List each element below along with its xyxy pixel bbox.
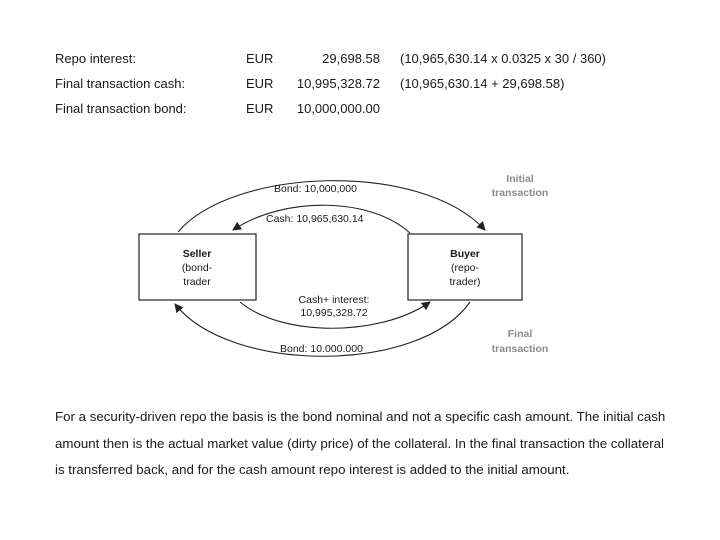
- row-amount: 10,995,328.72: [296, 76, 380, 91]
- row-currency: EUR: [246, 101, 274, 116]
- buyer-subtitle-1: (repo-: [450, 262, 480, 274]
- seller-subtitle-2: trader: [183, 276, 211, 288]
- final-cash-label-2: 10,995,328.72: [300, 307, 368, 319]
- seller-title: Seller: [182, 248, 212, 260]
- final-transaction-label-2: transaction: [491, 343, 549, 355]
- initial-transaction-label-1: Initial: [506, 173, 534, 185]
- row-currency: EUR: [246, 51, 274, 66]
- seller-box: [139, 234, 256, 300]
- row-label: Repo interest:: [55, 51, 136, 66]
- row-label: Final transaction bond:: [55, 101, 187, 116]
- buyer-subtitle-2: trader): [449, 276, 481, 288]
- row-calculation: (10,965,630.14 + 29,698.58): [400, 76, 565, 91]
- row-currency: EUR: [246, 76, 274, 91]
- row-amount: 10,000,000.00: [296, 101, 380, 116]
- explanation-paragraph: For a security-driven repo the basis is the bond nominal and not a specific cash amount. The initial cash amount then is the actual market value (dirty price) of the collateral. In the final transaction the collateral is transferred back, and for the cash amount repo interest is added to the initial amount.: [55, 409, 666, 477]
- initial-bond-label: Bond: 10,000,000: [274, 183, 357, 195]
- buyer-box: [408, 234, 522, 300]
- row-label: Final transaction cash:: [55, 76, 186, 91]
- final-transaction-label-1: Final: [507, 328, 533, 340]
- seller-subtitle-1: (bond-: [181, 262, 213, 274]
- final-bond-label: Bond: 10.000.000: [280, 343, 363, 355]
- initial-transaction-label-2: transaction: [491, 187, 549, 199]
- initial-cash-label: Cash: 10,965,630.14: [266, 213, 364, 225]
- final-cash-label-1: Cash+ interest:: [298, 294, 370, 306]
- row-calculation: (10,965,630.14 x 0.0325 x 30 / 360): [400, 51, 606, 66]
- buyer-title: Buyer: [450, 248, 480, 260]
- row-amount: 29,698.58: [322, 51, 380, 66]
